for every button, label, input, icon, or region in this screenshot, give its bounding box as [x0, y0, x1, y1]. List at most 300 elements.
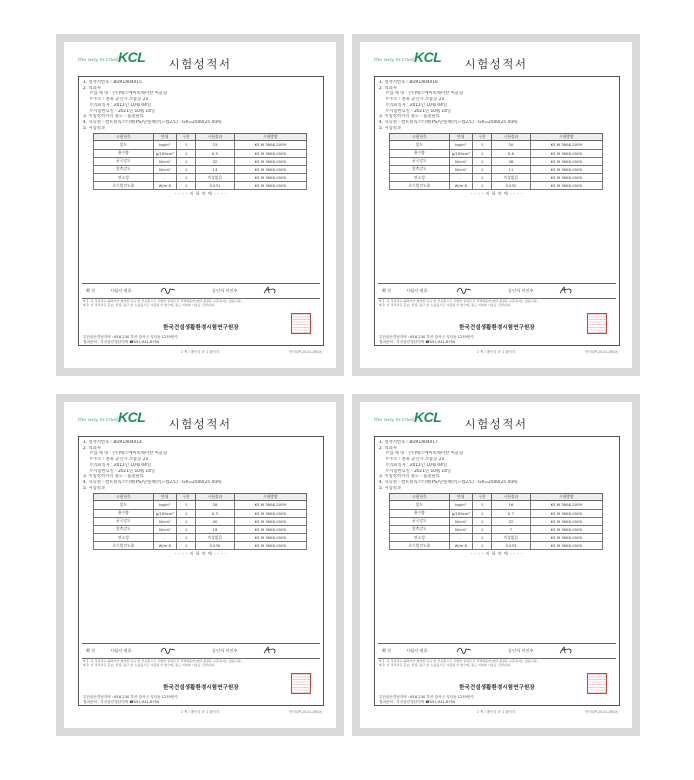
table-cell: W/m·K	[449, 182, 472, 190]
tester-signature-icon	[456, 286, 472, 295]
table-cell: N/cm²	[449, 525, 472, 533]
table-cell: N/cm²	[449, 157, 472, 165]
table-cell: 1	[177, 517, 196, 525]
notes	[379, 659, 611, 667]
table-cell: 초기열전도율	[94, 182, 154, 190]
field-list	[83, 440, 319, 491]
table-cell: KS M 3808-2009	[234, 157, 306, 165]
table-cell: KS M 3808-2009	[234, 534, 306, 542]
field-list	[379, 80, 615, 131]
table-header-row	[390, 134, 603, 141]
table-cell: 0.033	[492, 542, 530, 550]
table-cell: 28	[196, 501, 234, 509]
table-cell: 20	[492, 141, 530, 149]
table-cell: 23	[196, 141, 234, 149]
table-header: 시험방법	[234, 134, 306, 141]
table-cell: 1	[177, 525, 196, 533]
table-cell: 초기열전도율	[390, 182, 450, 190]
table-cell: 압축강도	[94, 525, 154, 533]
address-line: 부산울산경남지역 : 618-230 부산 강서구 지사동 1270번지	[379, 695, 474, 699]
table-cell: 굴곡강도	[390, 157, 450, 165]
page-footer: 1 쪽 / 페이지 중 1 페이지	[476, 350, 516, 354]
table-header: 구분	[177, 494, 196, 501]
table-body	[390, 141, 603, 190]
table-header: 단위	[449, 494, 472, 501]
table-row	[94, 509, 307, 517]
table-cell: 22	[492, 517, 530, 525]
table-cell: 1	[177, 141, 196, 149]
table-cell: 압축강도	[390, 165, 450, 173]
table-cell: 굴곡강도	[94, 517, 154, 525]
results-table	[93, 133, 307, 190]
table-cell: 1	[473, 157, 492, 165]
table-header: 시험항목	[94, 134, 154, 141]
certificate-frame-3	[56, 394, 344, 736]
table-row	[390, 157, 603, 165]
inquiry-line: 결과문의 : 부산울산경남지역 ☎051-941-8790	[83, 340, 160, 344]
table-cell: 1	[177, 182, 196, 190]
table-cell: 1	[177, 509, 196, 517]
signature-row	[378, 643, 616, 659]
table-cell: 1	[473, 501, 492, 509]
address-line: 부산울산경남지역 : 618-230 부산 강서구 지사동 1270번지	[83, 695, 178, 699]
note-line: ※ 1. 이 성적서는 의뢰자가 제시한 시료 및 시료명으로 시험한 결과로서 전체제품에 대한 품질을 보증하지는 않습니다.	[83, 299, 242, 303]
table-header-row	[390, 494, 603, 501]
field-line: ㅇ업 체 명 : (주)에스에이치케미칼 이균형	[89, 91, 168, 97]
table-row	[94, 165, 307, 173]
table-header: 구분	[473, 494, 492, 501]
table-cell: 연소성	[390, 174, 450, 182]
table-cell: W/m·K	[153, 182, 176, 190]
table-cell: N/cm²	[153, 517, 176, 525]
table-cell: KS M 3808-2009	[234, 509, 306, 517]
tester-signature-icon	[456, 646, 472, 655]
approver-signature-icon	[262, 286, 278, 295]
table-cell: 1	[177, 165, 196, 173]
signature-row	[82, 643, 320, 659]
table-body	[390, 501, 603, 550]
table-cell: 연소성	[94, 174, 154, 182]
table-row	[94, 149, 307, 157]
tester-label: 시험자 권호	[406, 288, 428, 293]
approver-signature-icon	[262, 646, 278, 655]
table-cell: N/cm²	[153, 165, 176, 173]
page-footer: 1 쪽 / 페이지 중 1 페이지	[180, 350, 220, 354]
inquiry-line: 결과문의 : 부산울산경남지역 ☎051-941-8790	[83, 700, 160, 704]
table-row	[94, 534, 307, 542]
field-line: 2. 의뢰자	[379, 445, 397, 451]
approver-signature-icon	[558, 286, 574, 295]
table-cell: kg/m³	[153, 501, 176, 509]
results-table	[93, 493, 307, 550]
confirm-label: 확 인	[382, 648, 392, 653]
logo-tagline: the way to trust	[374, 417, 415, 423]
table-cell: 1	[473, 517, 492, 525]
address-block	[379, 695, 474, 705]
table-cell: 흡수량	[94, 509, 154, 517]
form-number: 양식QP-20-01-05(0)	[585, 710, 618, 714]
table-cell: KS M 3808-2009	[530, 157, 602, 165]
signature-row	[378, 283, 616, 299]
field-line: 3. 시험성적서의 용도 : 품질관리	[379, 114, 440, 120]
table-cell: 밀도	[94, 141, 154, 149]
table-cell: 1	[473, 165, 492, 173]
table-cell: -	[153, 534, 176, 542]
official-seal-icon	[291, 313, 311, 334]
approver-label: 승인자 이인우	[212, 648, 238, 653]
field-line: ㅇ시험완료일 : 2011년 10월 14일	[385, 108, 452, 114]
table-row	[94, 141, 307, 149]
table-row	[390, 141, 603, 149]
table-cell: -	[153, 174, 176, 182]
table-cell: 0.7	[492, 509, 530, 517]
note-line: ※ 2. 이 성적서는 홍보, 선전, 광고 및 소송용으로 사용될 수 없으며, 용도 이외의 사용을 금합니다.	[83, 303, 215, 307]
table-row	[390, 149, 603, 157]
confirm-label: 확 인	[382, 288, 392, 293]
table-cell: 굴곡강도	[390, 517, 450, 525]
table-cell: KS M 3808-2009	[234, 174, 306, 182]
table-cell: 1	[473, 149, 492, 157]
issuer-name: 한국건설생활환경시험연구원장	[459, 325, 535, 331]
table-header: 시험방법	[234, 494, 306, 501]
field-line: 1. 성적서번호 : BUR1A04015	[83, 80, 142, 85]
table-cell: KS M 3808-2009	[530, 149, 602, 157]
address-block	[83, 695, 178, 705]
field-line: ㅇ의뢰일자 : 2011년 10월 04일	[89, 102, 151, 108]
table-cell: KS M 3808-2009	[530, 141, 602, 149]
table-row	[390, 542, 603, 550]
table-cell: 1	[473, 182, 492, 190]
form-number: 양식QP-20-01-05(0)	[289, 710, 322, 714]
table-header-row	[94, 494, 307, 501]
table-cell: 0.5	[196, 149, 234, 157]
table-cell: 굴곡강도	[94, 157, 154, 165]
table-cell: 압축강도	[94, 165, 154, 173]
official-seal-icon	[291, 673, 311, 694]
logo-tagline: the way to trust	[78, 57, 119, 63]
notes	[83, 299, 315, 307]
logo-tagline: the way to trust	[78, 417, 119, 423]
tester-signature-icon	[160, 646, 176, 655]
issuer-name: 한국건설생활환경시험연구원장	[163, 685, 239, 691]
certificate-page	[360, 402, 632, 728]
table-cell: 연소성	[94, 534, 154, 542]
table-body	[94, 501, 307, 550]
table-cell: 밀도	[390, 141, 450, 149]
table-cell: 1	[473, 509, 492, 517]
table-cell: g/100cm²	[153, 149, 176, 157]
table-body	[94, 141, 307, 190]
table-cell: -	[449, 174, 472, 182]
field-line: ㅇ주소 : 전북 군산시 소룡동 25	[385, 97, 445, 103]
field-line: 1. 성적서번호 : BUR1A04017	[379, 440, 438, 445]
field-line: ㅇ주소 : 전북 군산시 소룡동 25	[385, 457, 445, 463]
approver-signature-icon	[558, 646, 574, 655]
tester-label: 시험자 권호	[406, 648, 428, 653]
table-cell: 흡수량	[390, 509, 450, 517]
table-cell: 32	[196, 157, 234, 165]
table-header: 단위	[449, 134, 472, 141]
table-header: 시험결과	[492, 134, 530, 141]
table-cell: KS M 3808-2009	[234, 149, 306, 157]
table-cell: 7	[492, 525, 530, 533]
signature-row	[82, 283, 320, 299]
table-cell: 이상없음	[492, 174, 530, 182]
table-row	[390, 534, 603, 542]
table-cell: KS M 3808-2009	[530, 534, 602, 542]
inquiry-line: 결과문의 : 부산울산경남지역 ☎051-941-8790	[379, 700, 456, 704]
table-header: 시험항목	[390, 134, 450, 141]
table-cell: W/m·K	[153, 542, 176, 550]
table-cell: 이상없음	[492, 534, 530, 542]
table-cell: g/100cm²	[153, 509, 176, 517]
table-cell: -	[449, 534, 472, 542]
table-cell: W/m·K	[449, 542, 472, 550]
table-row	[94, 182, 307, 190]
field-line: 5. 시험결과	[379, 485, 402, 491]
table-row	[390, 517, 603, 525]
table-cell: KS M 3808-2009	[530, 174, 602, 182]
form-number: 양식QP-20-01-05(0)	[585, 350, 618, 354]
table-cell: 16	[492, 501, 530, 509]
table-cell: kg/m³	[153, 141, 176, 149]
logo-text: KCL	[118, 409, 146, 425]
table-row	[94, 542, 307, 550]
table-row	[94, 157, 307, 165]
table-cell: 흡수량	[390, 149, 450, 157]
field-line: ㅇ시험완료일 : 2011년 10월 14일	[89, 468, 156, 474]
end-mark: - - - - 이 하 여 백 - - - -	[174, 551, 228, 557]
certificate-page	[64, 402, 336, 728]
table-cell: 0.031	[196, 182, 234, 190]
table-header: 시험결과	[492, 494, 530, 501]
certificate-frame-4	[352, 394, 640, 736]
table-cell: 1	[177, 174, 196, 182]
table-row	[390, 509, 603, 517]
field-line: ㅇ시험완료일 : 2011년 10월 14일	[89, 108, 156, 114]
table-cell: KS M 3808-2009	[530, 517, 602, 525]
field-line: 5. 시험결과	[83, 485, 106, 491]
table-cell: 1	[177, 542, 196, 550]
table-row	[390, 174, 603, 182]
field-line: 5. 시험결과	[83, 125, 106, 131]
field-line: 3. 시험성적서의 용도 : 품질관리	[83, 114, 144, 120]
table-cell: 이상없음	[196, 534, 234, 542]
table-cell: 1	[473, 525, 492, 533]
note-line: ※ 2. 이 성적서는 홍보, 선전, 광고 및 소송용으로 사용될 수 없으며, 용도 이외의 사용을 금합니다.	[379, 303, 511, 307]
logo-text: KCL	[414, 49, 442, 65]
end-mark: - - - - 이 하 여 백 - - - -	[470, 551, 524, 557]
table-row	[390, 525, 603, 533]
table-row	[94, 501, 307, 509]
logo-text: KCL	[118, 49, 146, 65]
note-line: ※ 1. 이 성적서는 의뢰자가 제시한 시료 및 시료명으로 시험한 결과로서 전체제품에 대한 품질을 보증하지는 않습니다.	[379, 659, 538, 663]
field-line: ㅇ의뢰일자 : 2011년 10월 04일	[385, 102, 447, 108]
table-cell: g/100cm²	[449, 509, 472, 517]
table-cell: 초기열전도율	[94, 542, 154, 550]
field-list	[379, 440, 615, 491]
certificate-sheet	[78, 436, 324, 706]
table-cell: N/cm²	[449, 165, 472, 173]
issuer-name: 한국건설생활환경시험연구원장	[163, 325, 239, 331]
field-line: 4. 시료명 : 발포폴리스티렌(PS)단열재(비드법2호) : GR=2500(25 mm)	[379, 479, 518, 485]
field-line: 2. 의뢰자	[83, 85, 101, 91]
note-line: ※ 2. 이 성적서는 홍보, 선전, 광고 및 소송용으로 사용될 수 없으며, 용도 이외의 사용을 금합니다.	[83, 663, 215, 667]
table-cell: 1	[177, 534, 196, 542]
field-line: ㅇ시험완료일 : 2011년 10월 14일	[385, 468, 452, 474]
table-cell: N/cm²	[153, 157, 176, 165]
field-line: 2. 의뢰자	[83, 445, 101, 451]
table-cell: g/100cm²	[449, 149, 472, 157]
document-title: 시험성적서	[464, 57, 528, 71]
table-cell: 1	[473, 141, 492, 149]
table-cell: 압축강도	[390, 525, 450, 533]
table-row	[94, 525, 307, 533]
table-cell: KS M 3808-2009	[234, 542, 306, 550]
field-line: 4. 시료명 : 발포폴리스티렌(PS)단열재(비드법2호) : GR=2500(25 mm)	[379, 119, 518, 125]
table-cell: KS M 3808-2009	[530, 182, 602, 190]
table-cell: KS M 3808-2009	[234, 525, 306, 533]
table-cell: N/cm²	[449, 517, 472, 525]
table-cell: kg/m³	[449, 141, 472, 149]
table-cell: 1	[177, 501, 196, 509]
field-line: 1. 성적서번호 : BUR1A04016	[379, 80, 438, 85]
certificate-sheet	[78, 76, 324, 346]
table-header: 구분	[177, 134, 196, 141]
certificate-sheet	[374, 436, 620, 706]
field-line: 3. 시험성적서의 용도 : 품질관리	[379, 474, 440, 480]
end-mark: - - - - 이 하 여 백 - - - -	[174, 191, 228, 197]
page-footer: 1 쪽 / 페이지 중 1 페이지	[180, 710, 220, 714]
table-cell: N/cm²	[153, 525, 176, 533]
table-header-row	[94, 134, 307, 141]
notes	[379, 299, 611, 307]
table-row	[390, 501, 603, 509]
page-footer: 1 쪽 / 페이지 중 1 페이지	[476, 710, 516, 714]
field-line: 3. 시험성적서의 용도 : 품질관리	[83, 474, 144, 480]
table-cell: KS M 3808-2009	[530, 501, 602, 509]
logo-tagline: the way to trust	[374, 57, 415, 63]
issuer-name: 한국건설생활환경시험연구원장	[459, 685, 535, 691]
table-cell: KS M 3808-2009	[234, 182, 306, 190]
field-line: ㅇ주소 : 전북 군산시 소룡동 25	[89, 457, 149, 463]
official-seal-icon	[587, 313, 607, 334]
table-cell: 1	[177, 157, 196, 165]
table-header: 단위	[153, 134, 176, 141]
table-row	[390, 182, 603, 190]
field-line: ㅇ의뢰일자 : 2011년 10월 04일	[385, 462, 447, 468]
field-line: ㅇ업 체 명 : (주)에스에이치케미칼 이균형	[385, 451, 464, 457]
table-header: 시험방법	[530, 494, 602, 501]
address-line: 부산울산경남지역 : 618-230 부산 강서구 지사동 1270번지	[379, 335, 474, 339]
tester-label: 시험자 권호	[110, 288, 132, 293]
table-cell: 19	[196, 525, 234, 533]
table-cell: 초기열전도율	[390, 542, 450, 550]
table-cell: 14	[196, 165, 234, 173]
form-number: 양식QP-20-01-05(0)	[289, 350, 322, 354]
note-line: ※ 1. 이 성적서는 의뢰자가 제시한 시료 및 시료명으로 시험한 결과로서 전체제품에 대한 품질을 보증하지는 않습니다.	[83, 659, 242, 663]
table-header: 시험항목	[390, 494, 450, 501]
table-header: 시험결과	[196, 494, 234, 501]
table-header: 시험방법	[530, 134, 602, 141]
note-line: ※ 1. 이 성적서는 의뢰자가 제시한 시료 및 시료명으로 시험한 결과로서 전체제품에 대한 품질을 보증하지는 않습니다.	[379, 299, 538, 303]
table-cell: KS M 3808-2009	[234, 501, 306, 509]
field-line: ㅇ주소 : 전북 군산시 소룡동 25	[89, 97, 149, 103]
table-header: 시험항목	[94, 494, 154, 501]
confirm-label: 확 인	[86, 288, 96, 293]
note-line: ※ 2. 이 성적서는 홍보, 선전, 광고 및 소송용으로 사용될 수 없으며, 용도 이외의 사용을 금합니다.	[379, 663, 511, 667]
results-table	[389, 493, 603, 550]
certificate-frame-2	[352, 34, 640, 376]
table-cell: 0.030	[196, 542, 234, 550]
table-cell: 1	[473, 174, 492, 182]
document-title: 시험성적서	[168, 57, 232, 71]
tester-signature-icon	[160, 286, 176, 295]
table-cell: KS M 3808-2009	[530, 509, 602, 517]
document-title: 시험성적서	[168, 417, 232, 431]
field-line: 4. 시료명 : 발포폴리스티렌(PS)단열재(비드법2호) : GR=2500(25 mm)	[83, 119, 222, 125]
results-table	[389, 133, 603, 190]
table-cell: KS M 3808-2009	[530, 165, 602, 173]
table-cell: 밀도	[94, 501, 154, 509]
certificate-sheet	[374, 76, 620, 346]
tester-label: 시험자 권호	[110, 648, 132, 653]
address-line: 부산울산경남지역 : 618-230 부산 강서구 지사동 1270번지	[83, 335, 178, 339]
field-line: 1. 성적서번호 : BUR1A04014	[83, 440, 142, 445]
table-cell: 28	[492, 157, 530, 165]
field-line: ㅇ업 체 명 : (주)에스에이치케미칼 이균형	[385, 91, 464, 97]
table-cell: KS M 3808-2009	[530, 542, 602, 550]
table-row	[94, 174, 307, 182]
end-mark: - - - - 이 하 여 백 - - - -	[470, 191, 524, 197]
field-list	[83, 80, 319, 131]
address-block	[83, 335, 178, 345]
approver-label: 승인자 이인우	[212, 288, 238, 293]
table-cell: KS M 3808-2009	[234, 165, 306, 173]
table-row	[94, 517, 307, 525]
certificate-page	[360, 42, 632, 368]
official-seal-icon	[587, 673, 607, 694]
notes	[83, 659, 315, 667]
table-cell: 40	[196, 517, 234, 525]
table-header: 시험결과	[196, 134, 234, 141]
certificate-frame-1	[56, 34, 344, 376]
table-cell: KS M 3808-2009	[234, 517, 306, 525]
document-title: 시험성적서	[464, 417, 528, 431]
inquiry-line: 결과문의 : 부산울산경남지역 ☎051-941-8790	[379, 340, 456, 344]
field-line: ㅇ의뢰일자 : 2011년 10월 04일	[89, 462, 151, 468]
table-cell: 밀도	[390, 501, 450, 509]
address-block	[379, 335, 474, 345]
approver-label: 승인자 이인우	[508, 648, 534, 653]
logo-text: KCL	[414, 409, 442, 425]
field-line: 2. 의뢰자	[379, 85, 397, 91]
confirm-label: 확 인	[86, 648, 96, 653]
table-cell: 11	[492, 165, 530, 173]
table-cell: KS M 3808-2009	[234, 141, 306, 149]
table-cell: 0.3	[196, 509, 234, 517]
table-cell: 1	[177, 149, 196, 157]
table-cell: 0.032	[492, 182, 530, 190]
table-header: 단위	[153, 494, 176, 501]
table-cell: 흡수량	[94, 149, 154, 157]
table-cell: kg/m³	[449, 501, 472, 509]
table-cell: KS M 3808-2009	[530, 525, 602, 533]
approver-label: 승인자 이인우	[508, 288, 534, 293]
table-cell: 0.6	[492, 149, 530, 157]
table-row	[390, 165, 603, 173]
table-cell: 이상없음	[196, 174, 234, 182]
